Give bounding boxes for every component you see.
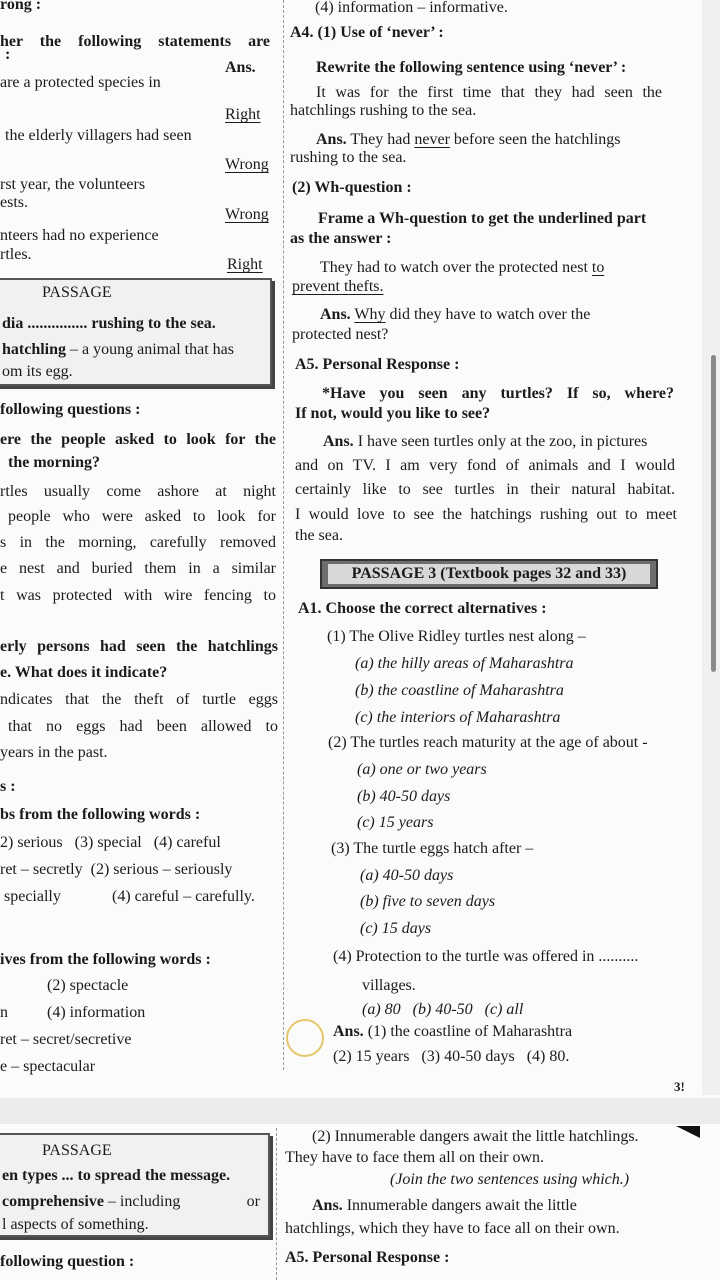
answer-right: Right — [225, 106, 261, 123]
underlined-word: never — [414, 131, 450, 148]
answer-label: Ans. — [312, 1197, 343, 1214]
mcq-option: (a) 40-50 days — [360, 867, 454, 884]
touch-indicator — [286, 1019, 324, 1057]
underlined-word: to — [591, 259, 605, 276]
answer-right: Right — [227, 256, 263, 273]
mcq-question-cont: villages. — [362, 977, 416, 994]
instruction: Rewrite the following sentence using ‘never’ : — [316, 59, 627, 76]
answer-text: years in the past. — [0, 744, 108, 761]
passage-heading: PASSAGE — [42, 284, 112, 301]
answer-text: hatchlings, which they have to face all on their own. — [285, 1220, 620, 1237]
mcq-question: (3) The turtle eggs hatch after – — [331, 840, 534, 857]
glossary-word: hatchling — [2, 341, 67, 358]
scrollbar-thumb[interactable] — [711, 355, 716, 672]
bookmark-corner-icon — [676, 1126, 700, 1138]
word-list: 2) serious (3) special (4) careful — [0, 834, 221, 851]
page-gap — [0, 1098, 720, 1124]
section-heading: following questions : — [0, 401, 141, 418]
passage3-banner — [320, 559, 658, 589]
answer-text: ret – secretly (2) serious – seriously — [0, 861, 233, 878]
glossary-or: or — [246, 1193, 260, 1210]
answer-part: They had — [346, 131, 415, 148]
passage3-title: PASSAGE 3 (Textbook pages 32 and 33) — [328, 564, 650, 584]
question: If not, would you like to see? — [295, 405, 491, 422]
question-heading: her the following statements are — [0, 33, 270, 50]
answer-label: Ans. — [320, 306, 351, 323]
sentence: hatchlings rushing to the sea. — [290, 102, 477, 119]
glossary-definition-cont: l aspects of something. — [2, 1216, 149, 1233]
mcq-option: (b) five to seven days — [360, 893, 496, 910]
sentence — [320, 258, 604, 278]
answer-label: Ans. — [225, 59, 256, 76]
answer-part: (1) the coastline of Maharashtra — [363, 1023, 573, 1040]
answer-text: s in the morning, carefully removed — [0, 534, 276, 551]
statement: are a protected species in — [0, 74, 161, 91]
question: erly persons had seen the hatchlings — [0, 638, 278, 655]
glossary-entry — [2, 340, 234, 360]
column-divider — [276, 1128, 277, 1280]
answer-text: certainly like to see turtles in their natural habitat. — [295, 481, 675, 498]
answer-text: specially — [4, 888, 61, 905]
answer-text — [323, 432, 647, 452]
question: bs from the following words : — [0, 806, 201, 823]
section-heading: s : — [0, 778, 16, 795]
answer-text: ret – secret/secretive — [0, 1031, 132, 1048]
question: They have to face them all on their own. — [285, 1149, 545, 1166]
passage-heading: PASSAGE — [42, 1142, 112, 1159]
passage-start: dia — [2, 315, 24, 332]
answer-text: t was protected with wire fencing to — [0, 587, 276, 604]
answer-part: Innumerable dangers await the little — [342, 1197, 577, 1214]
glossary-definition: – including — [103, 1193, 181, 1210]
answer-label: Ans. — [323, 433, 354, 450]
question: the morning? — [8, 454, 100, 471]
answer-text — [312, 1196, 577, 1216]
answer-key — [333, 1022, 572, 1042]
answer-text: protected nest? — [292, 326, 389, 343]
glossary-word: comprehensive — [2, 1193, 104, 1210]
mcq-option: (c) 15 years — [357, 814, 434, 831]
answer-text: and on TV. I am very fond of animals and I would — [295, 457, 675, 474]
answer-label: Ans. — [316, 131, 347, 148]
answer-text: (4) information – informative. — [315, 0, 508, 16]
answer-text — [316, 130, 621, 150]
mcq-option: (c) 15 days — [360, 920, 432, 937]
instruction: as the answer : — [290, 230, 392, 247]
question: *Have you seen any turtles? If so, where? — [322, 385, 674, 402]
mcq-option: (c) the interiors of Maharashtra — [355, 709, 561, 726]
answer-text: e – spectacular — [0, 1058, 96, 1075]
mcq-option: (b) the coastline of Maharashtra — [355, 682, 564, 699]
question: ere the people asked to look for the — [0, 431, 276, 448]
text-line: rong : — [0, 0, 42, 13]
statement: ests. — [0, 194, 28, 211]
statement: nteers had no experience — [0, 227, 159, 244]
answer-part: I have seen turtles only at the zoo, in pictures — [353, 433, 648, 450]
word-list: (4) information — [47, 1004, 146, 1021]
passage-range — [2, 314, 216, 334]
section-heading: A1. Choose the correct alternatives : — [298, 600, 547, 617]
answer-part: before seen the hatchlings — [449, 131, 621, 148]
answer-text: people who were asked to look for — [8, 508, 276, 525]
answer-wrong: Wrong — [225, 156, 269, 173]
passage-dots: ............... — [27, 315, 88, 332]
glossary-definition: – a young animal that has — [66, 341, 234, 358]
page-number: 3! — [674, 1079, 685, 1094]
mcq-question: (2) The turtles reach maturity at the age of about - — [328, 734, 648, 751]
instruction: Frame a Wh-question to get the underlined part — [318, 210, 647, 227]
passage-range: en types ... to spread the message. — [2, 1167, 231, 1184]
answer-key: (2) 15 years (3) 40-50 days (4) 80. — [333, 1048, 570, 1065]
answer-text: rushing to the sea. — [290, 149, 407, 166]
mcq-option: (a) the hilly areas of Maharashtra — [355, 655, 574, 672]
answer-text: ndicates that the theft of turtle eggs — [0, 691, 278, 708]
answer-text: e nest and buried them in a similar — [0, 560, 276, 577]
section-heading: following question : — [0, 1253, 135, 1270]
section-heading: (2) Wh-question : — [292, 179, 412, 196]
underlined-phrase: prevent thefts. — [292, 278, 384, 295]
section-heading: A4. (1) Use of ‘never’ : — [290, 24, 444, 41]
underlined-word: Why — [354, 306, 386, 323]
answer-label: Ans. — [333, 1023, 364, 1040]
glossary-entry — [2, 1192, 260, 1212]
column-divider — [283, 0, 284, 1070]
answer-text: rtles usually come ashore at night — [0, 483, 276, 500]
answer-text: I would love to see the hatchings rushing out to meet — [295, 506, 677, 523]
answer-text: (4) careful – carefully. — [112, 888, 255, 905]
statement: rst year, the volunteers — [0, 176, 146, 193]
answer-text — [320, 305, 590, 325]
text-line: : — [5, 46, 11, 63]
question: (2) Innumerable dangers await the little hatchlings. — [312, 1128, 639, 1145]
mcq-option: (a) one or two years — [357, 761, 487, 778]
statement: rtles. — [0, 246, 32, 263]
answer-text: the sea. — [295, 527, 343, 544]
section-heading: A5. Personal Response : — [285, 1249, 450, 1266]
answer-wrong: Wrong — [225, 206, 269, 223]
sentence-part: They had to watch over the protected nest — [320, 259, 592, 276]
mcq-question: (1) The Olive Ridley turtles nest along – — [327, 628, 586, 645]
mcq-options: (a) 80 (b) 40-50 (c) all — [362, 1001, 524, 1018]
glossary-definition-cont: om its egg. — [2, 363, 73, 380]
question: e. What does it indicate? — [0, 664, 168, 681]
instruction: (Join the two sentences using which.) — [390, 1171, 630, 1188]
word-list: n — [0, 1004, 8, 1021]
passage-box — [0, 278, 272, 386]
answer-text: that no eggs had been allowed to — [8, 718, 278, 735]
word-list: (2) spectacle — [47, 977, 129, 994]
mcq-question: (4) Protection to the turtle was offered in .......... — [333, 948, 639, 965]
question: ives from the following words : — [0, 951, 211, 968]
statement: the elderly villagers had seen — [5, 127, 192, 144]
answer-part: did they have to watch over the — [385, 306, 591, 323]
passage-box — [0, 1133, 270, 1237]
section-heading: A5. Personal Response : — [295, 356, 460, 373]
mcq-option: (b) 40-50 days — [357, 788, 451, 805]
passage-end: rushing to the sea. — [91, 315, 216, 332]
sentence: It was for the first time that they had seen the — [316, 84, 662, 101]
